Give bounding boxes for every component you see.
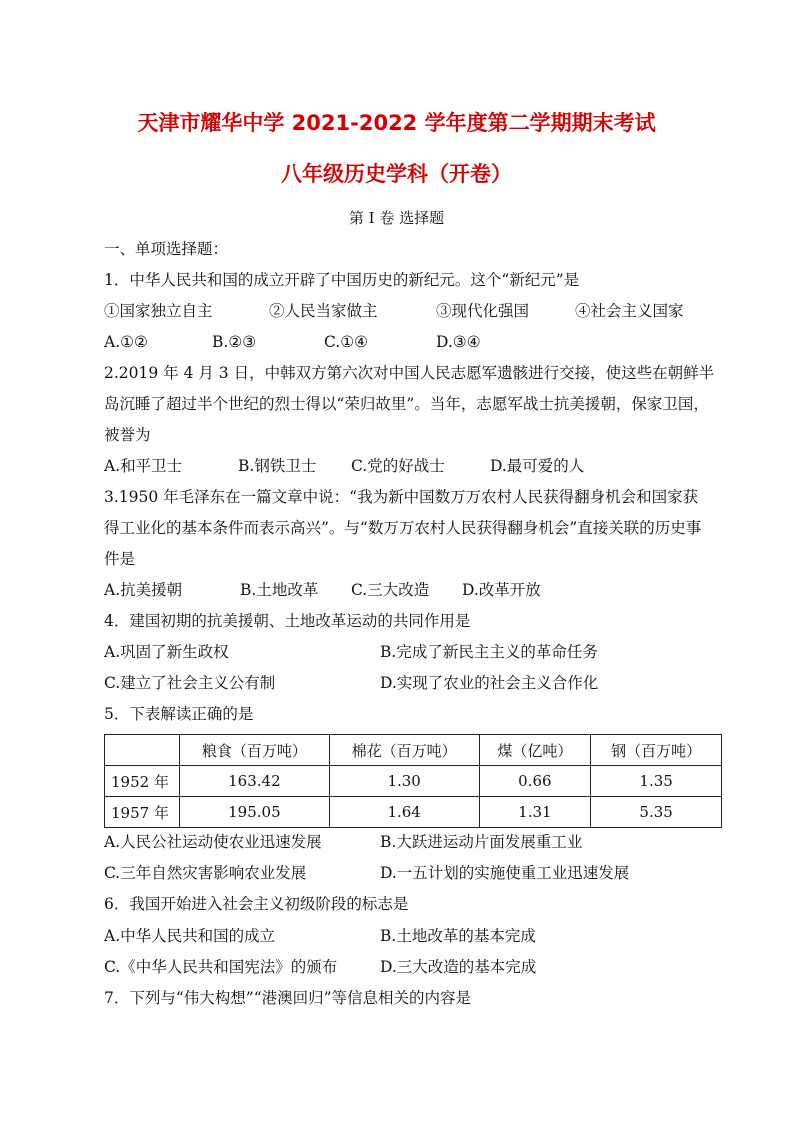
q1-item-4: ④社会主义国家 (575, 302, 684, 320)
question-3-line-1: 3.1950 年毛泽东在一篇文章中说：“我为新中国数万万农村人民获得翻身机会和国家获 (104, 488, 699, 506)
table-cell: 1.35 (591, 766, 722, 797)
table-row (105, 766, 722, 797)
table-header-row (105, 735, 722, 766)
table-cell: 195.05 (180, 797, 330, 828)
question-1-stem: 1．中华人民共和国的成立开辟了中国历史的新纪元。这个“新纪元”是 (104, 271, 580, 289)
table-header-cell (105, 735, 180, 766)
question-3-line-2: 得工业化的基本条件而表示高兴”。与“数万万农村人民获得翻身机会”直接关联的历史事 (104, 519, 702, 537)
table-cell: 1.31 (479, 797, 591, 828)
question-4-stem: 4．建国初期的抗美援朝、土地改革运动的共同作用是 (104, 612, 471, 630)
q2-option-d: D.最可爱的人 (490, 457, 585, 475)
q5-option-a: A.人民公社运动使农业迅速发展 (104, 833, 322, 851)
table-header-cell: 煤（亿吨） (479, 735, 591, 766)
table-cell: 1952 年 (105, 766, 180, 797)
table-cell: 1.30 (329, 766, 479, 797)
question-6-stem: 6．我国开始进入社会主义初级阶段的标志是 (104, 895, 409, 913)
question-2-line-3: 被誉为 (104, 426, 151, 444)
q4-option-b: B.完成了新民主主义的革命任务 (380, 643, 598, 661)
question-2-line-1: 2.2019 年 4 月 3 日，中韩双方第六次对中国人民志愿军遗骸进行交接，使这些在朝鲜半 (104, 364, 715, 382)
q5-option-d: D.一五计划的实施使重工业迅速发展 (380, 864, 630, 882)
table-row (105, 797, 722, 828)
q3-option-d: D.改革开放 (462, 581, 541, 599)
q3-option-c: C.三大改造 (351, 581, 430, 599)
q6-option-d: D.三大改造的基本完成 (380, 958, 537, 976)
section-heading: 第 I 卷 选择题 (348, 209, 445, 227)
q5-option-b: B.大跃进运动片面发展重工业 (380, 833, 583, 851)
q2-option-a: A.和平卫士 (104, 457, 183, 475)
table-cell: 163.42 (180, 766, 330, 797)
q1-item-3: ③现代化强国 (436, 302, 530, 320)
q1-option-b: B.②③ (212, 333, 257, 351)
q2-option-c: C.党的好战士 (351, 457, 445, 475)
q1-option-a: A.①② (104, 333, 148, 351)
exam-title: 天津市耀华中学 2021-2022 学年度第二学期期末考试 (137, 111, 656, 135)
table-header-cell: 钢（百万吨） (591, 735, 722, 766)
q4-option-d: D.实现了农业的社会主义合作化 (380, 674, 599, 692)
q3-option-b: B.土地改革 (240, 581, 319, 599)
table-header-cell: 粮食（百万吨） (180, 735, 330, 766)
question-2-line-2: 岛沉睡了超过半个世纪的烈士得以“荣归故里”。当年，志愿军战士抗美援朝，保家卫国， (104, 395, 709, 413)
q3-option-a: A.抗美援朝 (104, 581, 183, 599)
exam-subtitle: 八年级历史学科（开卷） (281, 162, 512, 186)
q6-option-a: A.中华人民共和国的成立 (104, 927, 276, 945)
table-cell: 1.64 (329, 797, 479, 828)
q1-item-1: ①国家独立自主 (104, 302, 213, 320)
question-3-line-3: 件是 (104, 550, 136, 568)
q5-option-c: C.三年自然灾害影响农业发展 (104, 864, 307, 882)
q2-option-b: B.钢铁卫士 (238, 457, 317, 475)
table-cell: 5.35 (591, 797, 722, 828)
q4-option-c: C.建立了社会主义公有制 (104, 674, 276, 692)
question-5-stem: 5．下表解读正确的是 (104, 705, 254, 723)
question-7-stem: 7．下列与“伟大构想”“港澳回归”等信息相关的内容是 (104, 989, 472, 1007)
table-cell: 0.66 (479, 766, 591, 797)
table-header-cell: 棉花（百万吨） (329, 735, 479, 766)
q4-option-a: A.巩固了新生政权 (104, 643, 229, 661)
q1-item-2: ②人民当家做主 (269, 302, 378, 320)
table-cell: 1957 年 (105, 797, 180, 828)
part-heading: 一、单项选择题： (104, 240, 229, 258)
q6-option-c: C.《中华人民共和国宪法》的颁布 (104, 958, 338, 976)
q1-option-c: C.①④ (324, 333, 369, 351)
production-table (104, 734, 722, 828)
q6-option-b: B.土地改革的基本完成 (380, 927, 536, 945)
q1-option-d: D.③④ (436, 333, 481, 351)
